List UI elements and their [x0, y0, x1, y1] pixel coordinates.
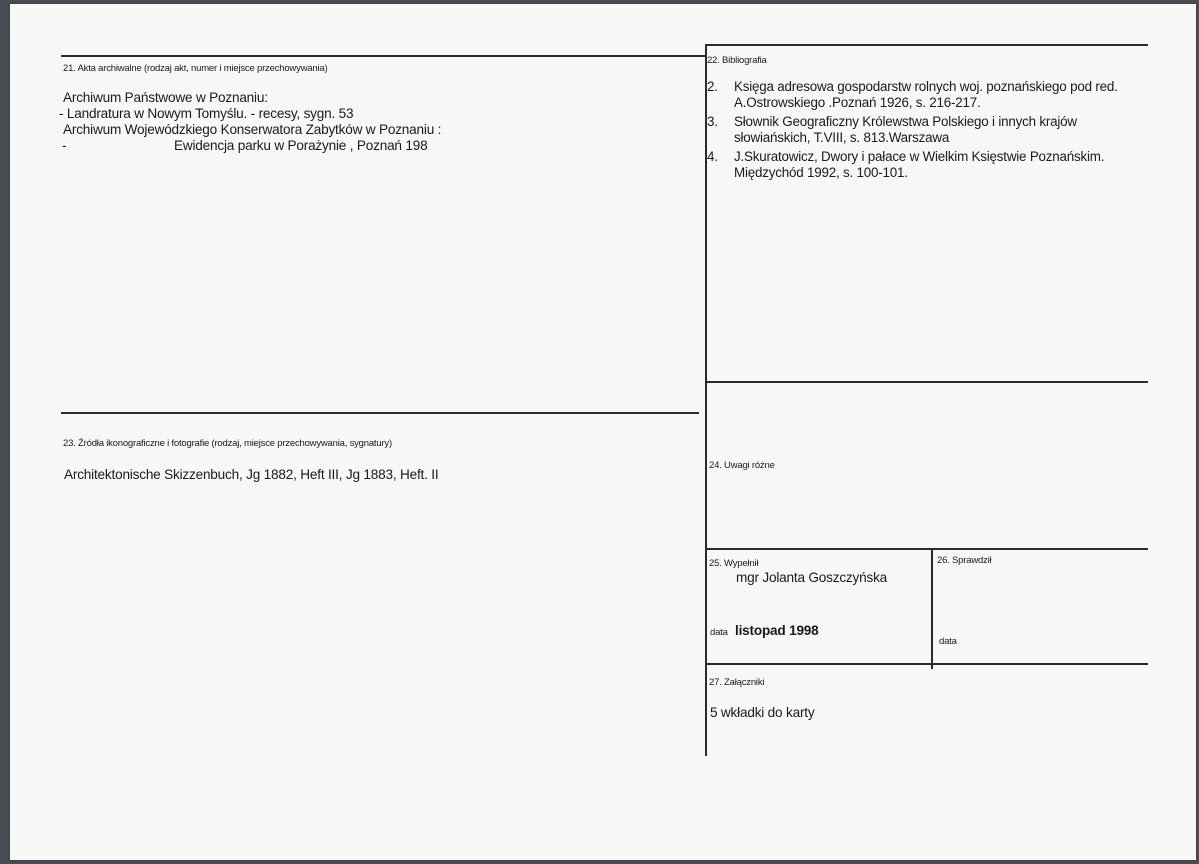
bibliography-item-line1: Słownik Geograficzny Królewstwa Polskiego i innych krajów [734, 114, 1077, 129]
section-26-label: 26. Sprawdził [937, 555, 992, 566]
bibliography-list [707, 79, 1177, 184]
section-21-line3: Archiwum Wojewódzkiego Konserwatora Zabytków w Poznaniu : [63, 122, 442, 137]
attachments-text: 5 wkładki do karty [710, 705, 815, 720]
top-rule [61, 55, 705, 57]
section-25-date-value: listopad 1998 [735, 623, 819, 638]
top-rule-right [705, 44, 1148, 46]
section-25-label: 25. Wypełnił [709, 558, 759, 569]
bibliography-item-line2: A.Ostrowskiego .Poznań 1926, s. 216-217. [734, 95, 981, 110]
bibliography-item-line1: Księga adresowa gospodarstw rolnych woj. poznańskiego pod red. [734, 79, 1118, 94]
bibliography-item [707, 79, 1177, 111]
section-24-label: 24. Uwagi różne [709, 460, 775, 471]
section-23-label: 23. Źródła ikonograficzne i fotografie (rodzaj, miejsce przechowywania, sygnatury) [63, 438, 392, 449]
left-middle-rule [61, 412, 699, 414]
section-22-label: 22. Bibliografia [707, 55, 767, 66]
section-21-label: 21. Akta archiwalne (rodzaj akt, numer i miejsce przechowywania) [63, 63, 328, 74]
section-21-line4: Ewidencja parku w Porażynie , Poznań 198 [174, 138, 428, 153]
bibliography-item-number: 4. [707, 149, 718, 164]
right-biblio-bottom-rule [707, 381, 1148, 383]
bibliography-item-line2: Międzychód 1992, s. 100-101. [734, 165, 908, 180]
section-26-date-label: data [939, 636, 957, 647]
section-21-line4-dash: - [62, 138, 67, 153]
section-21-line1: Archiwum Państwowe w Poznaniu: [63, 90, 268, 105]
archive-card-sheet [10, 4, 1196, 860]
signature-top-rule [707, 548, 1148, 550]
section-21-line2: - Landratura w Nowym Tomyślu. - recesy, sygn. 53 [59, 106, 354, 121]
bibliography-item-line1: J.Skuratowicz, Dwory i pałace w Wielkim Księstwie Poznańskim. [734, 149, 1105, 164]
signature-bottom-rule [707, 663, 1148, 665]
bibliography-item-number: 3. [707, 114, 718, 129]
bibliography-item-number: 2. [707, 79, 718, 94]
bibliography-item [707, 149, 1177, 181]
bibliography-item [707, 114, 1177, 146]
bibliography-item-line2: słowiańskich, T.VIII, s. 813.Warszawa [734, 130, 950, 145]
section-23-text: Architektonische Skizzenbuch, Jg 1882, Heft III, Jg 1883, Heft. II [64, 467, 439, 482]
section-25-date-label: data [710, 627, 728, 638]
signature-divider [931, 548, 933, 669]
filled-by-name: mgr Jolanta Goszczyńska [736, 570, 888, 585]
section-27-label: 27. Załączniki [709, 677, 765, 688]
